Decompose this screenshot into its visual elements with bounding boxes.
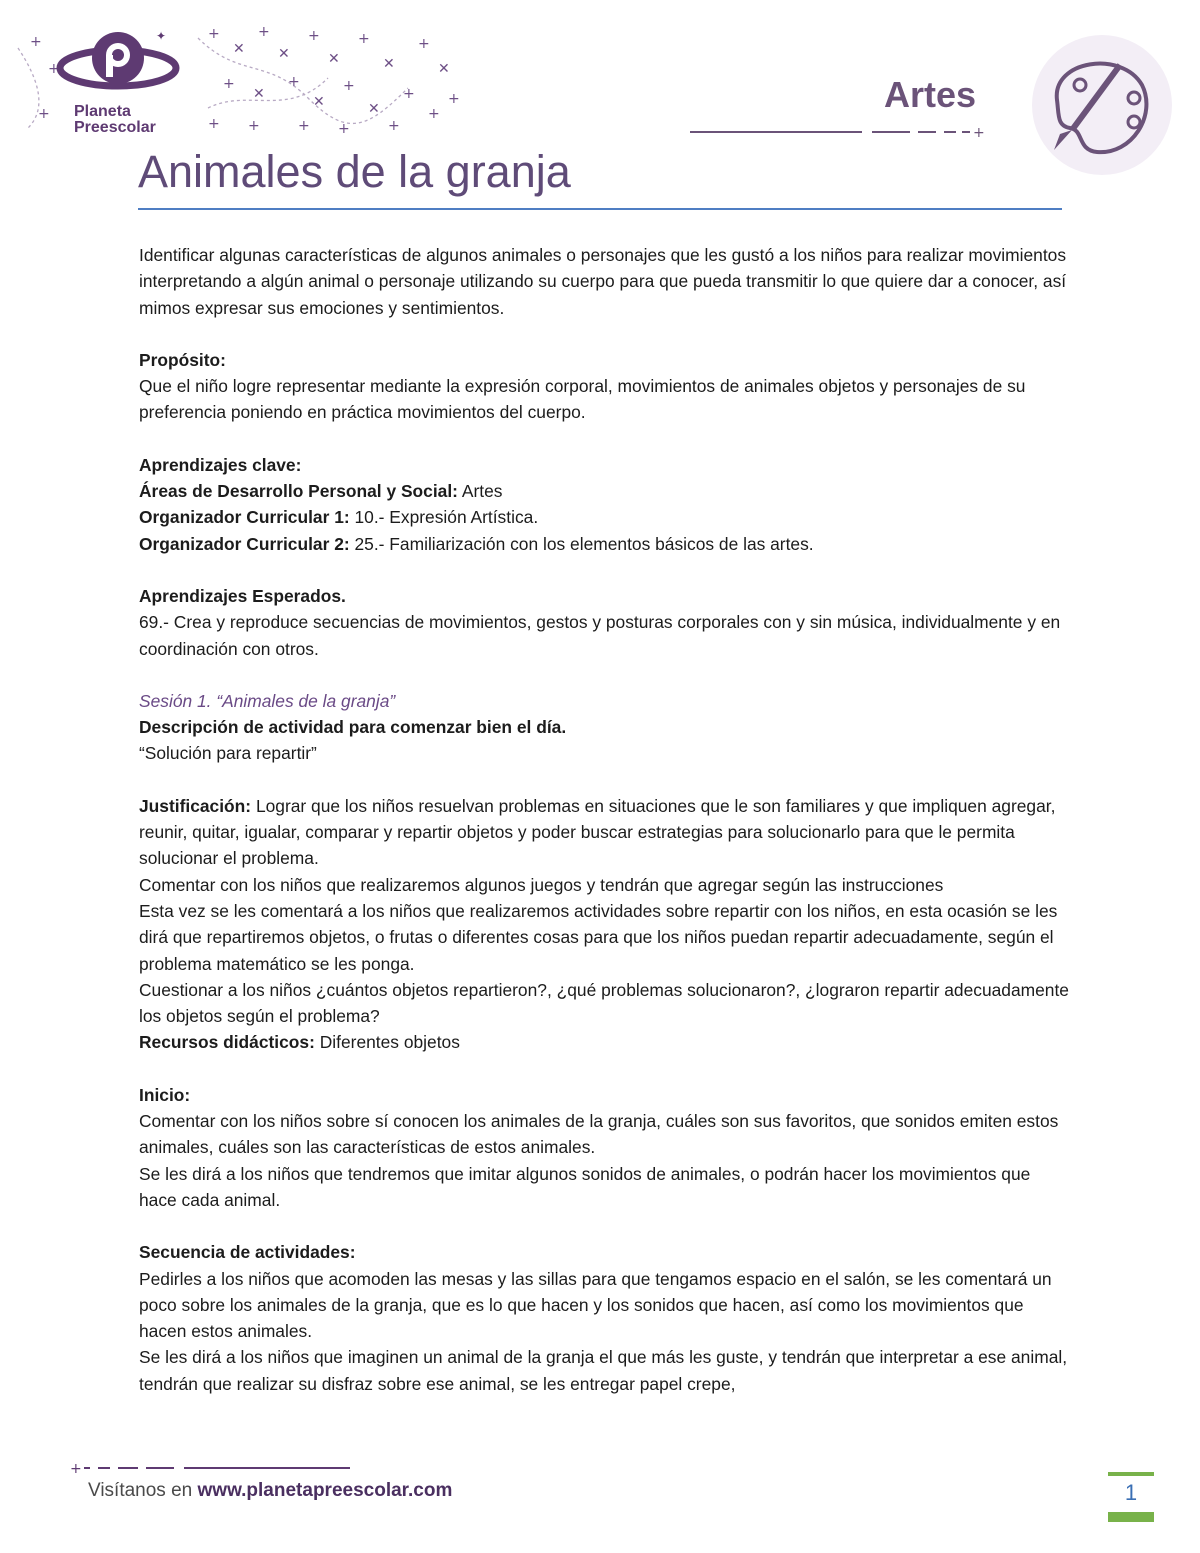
svg-text:+: + [223,76,235,92]
org2-line [139,531,1069,557]
secuencia-paragraph-1: Pedirles a los niños que acomoden las mesas y las sillas para que tengamos espacio en el salón, se les comentará un poco sobre los animales de la granja, que es lo que hacen y los sonidos que hacen, así como los movimientos que hacen estos animales. [139,1268,1052,1342]
logo-line-1: Planeta [74,103,131,120]
areas-value: Artes [457,481,503,502]
svg-text:✦: ✦ [156,29,167,43]
footer-visit-text [88,1480,452,1502]
title-divider [138,208,1062,210]
svg-text:+: + [448,91,460,107]
svg-text:+: + [208,26,220,42]
svg-text:+: + [308,28,320,44]
session-paragraph-1: Comentar con los niños que realizaremos algunos juegos y tendrán que agregar según las instrucciones [139,874,944,895]
svg-text:+: + [403,86,415,102]
svg-text:✕: ✕ [328,51,340,67]
activity-heading: Descripción de actividad para comenzar bien el día. [139,717,567,738]
website-link[interactable]: www.planetapreescolar.com [197,1480,453,1501]
svg-text:✕: ✕ [278,46,290,62]
inicio-heading: Inicio: [139,1084,191,1105]
session-paragraph-2: Esta vez se les comentará a los niños que realizaremos actividades sobre repartir con los niños, en esta ocasión se les dirá que repartiremos objetos, o frutas o diferentes cosas para que los niños puedan repartir adecuadamente, según el problema matemático se les ponga. [139,900,1058,974]
svg-text:+: + [288,74,300,90]
areas-label: Áreas de Desarrollo Personal y Social: [139,481,458,502]
secuencia-heading: Secuencia de actividades: [139,1242,356,1263]
page-title: Animales de la granja [138,146,571,197]
visit-prefix: Visítanos en [88,1480,198,1501]
recursos-value: Diferentes objetos [314,1032,460,1053]
planeta-logo-icon [56,28,186,98]
svg-text:+: + [30,34,42,50]
svg-text:+: + [208,116,220,132]
areas-line [139,478,1069,504]
svg-text:+: + [298,118,310,134]
inicio-paragraph-1: Comentar con los niños sobre sí conocen los animales de la granja, cuáles son sus favoritos, que sonidos emiten estos animales, cuáles son las características de estos animales. [139,1111,1059,1158]
svg-text:✕: ✕ [313,94,325,110]
recursos-line [139,1029,1069,1055]
svg-text:+: + [48,61,60,77]
org1-line [139,504,1069,530]
svg-text:+: + [343,78,355,94]
svg-text:✕: ✕ [253,86,265,102]
logo-text [74,104,156,136]
page-number-bottom-bar [1108,1512,1154,1522]
svg-text:+: + [358,31,370,47]
justificacion-label: Justificación: [139,795,252,816]
org1-value: 10.- Expresión Artística. [349,507,539,528]
inicio-paragraph-2: Se les dirá a los niños que tendremos que imitar algunos sonidos de animales, o podrán hacer los movimientos que hace cada animal. [139,1163,1031,1210]
secuencia-paragraph-2: Se les dirá a los niños que imaginen un animal de la granja el que más les guste, y tendrán que interpretar a ese animal, tendrán que realizar su disfraz sobre ese animal, se les entregar papel crepe, [139,1347,1068,1394]
org2-value: 25.- Familiarización con los elementos básicos de las artes. [349,533,814,554]
svg-text:+: + [388,118,400,134]
svg-text:+: + [70,1461,82,1474]
svg-text:+: + [338,121,350,137]
logo-line-2: Preescolar [74,119,156,136]
session-paragraph-3: Cuestionar a los niños ¿cuántos objetos repartieron?, ¿qué problemas solucionaron?, ¿lograron repartir adecuadamente los objetos según el problema? [139,979,1069,1027]
svg-text:✕: ✕ [383,56,395,72]
session-title: Sesión 1. “Animales de la granja” [139,690,396,711]
svg-text:+: + [38,106,50,122]
svg-text:+: + [428,106,440,122]
proposito-heading: Propósito: [139,349,226,370]
page-number-top-bar [1108,1472,1154,1476]
document-body [139,242,1069,1397]
proposito-text: Que el niño logre representar mediante la expresión corporal, movimientos de animales objetos y personajes de su preferencia poniendo en práctica movimientos del cuerpo. [139,376,1026,423]
recursos-label: Recursos didácticos: [139,1032,315,1053]
activity-name: “Solución para repartir” [139,743,317,764]
aprendizajes-esperados-text: 69.- Crea y reproduce secuencias de movimientos, gestos y posturas corporales con y sin música, individualmente y en coordinación con otros. [139,612,1061,659]
aprendizajes-esperados-heading: Aprendizajes Esperados. [139,585,346,606]
svg-text:✕: ✕ [438,61,450,77]
intro-paragraph: Identificar algunas características de algunos animales o personajes que les gustó a los niños para realizar movimientos interpretando a algún animal o personaje utilizando su cuerpo para que pueda transmitir lo que quiere dar a conocer, así mimos expresar sus emociones y sentimientos. [139,245,1067,318]
justificacion-text: Lograr que los niños resuelvan problemas en situaciones que le son familiares y que impliquen agregar, reunir, quitar, igualar, comparar y repartir objetos y poder buscar estrategias para solucionarlo para que le permita solucionar el problema. [139,795,1056,869]
org1-label: Organizador Curricular 1: [139,507,350,528]
page-number: 1 [1124,1480,1138,1505]
palette-icon [1012,30,1172,180]
footer-divider [70,1460,360,1474]
svg-text:✕: ✕ [233,41,245,57]
svg-text:+: + [973,125,985,138]
subject-label: Artes [884,74,977,115]
org2-label: Organizador Curricular 2: [139,533,350,554]
subject-underline [690,122,990,138]
svg-text:+: + [258,24,270,40]
svg-text:+: + [418,36,430,52]
aprendizajes-clave-heading: Aprendizajes clave: [139,454,302,475]
svg-text:✕: ✕ [368,101,380,117]
justificacion-paragraph [139,793,1069,872]
svg-text:+: + [248,118,260,134]
